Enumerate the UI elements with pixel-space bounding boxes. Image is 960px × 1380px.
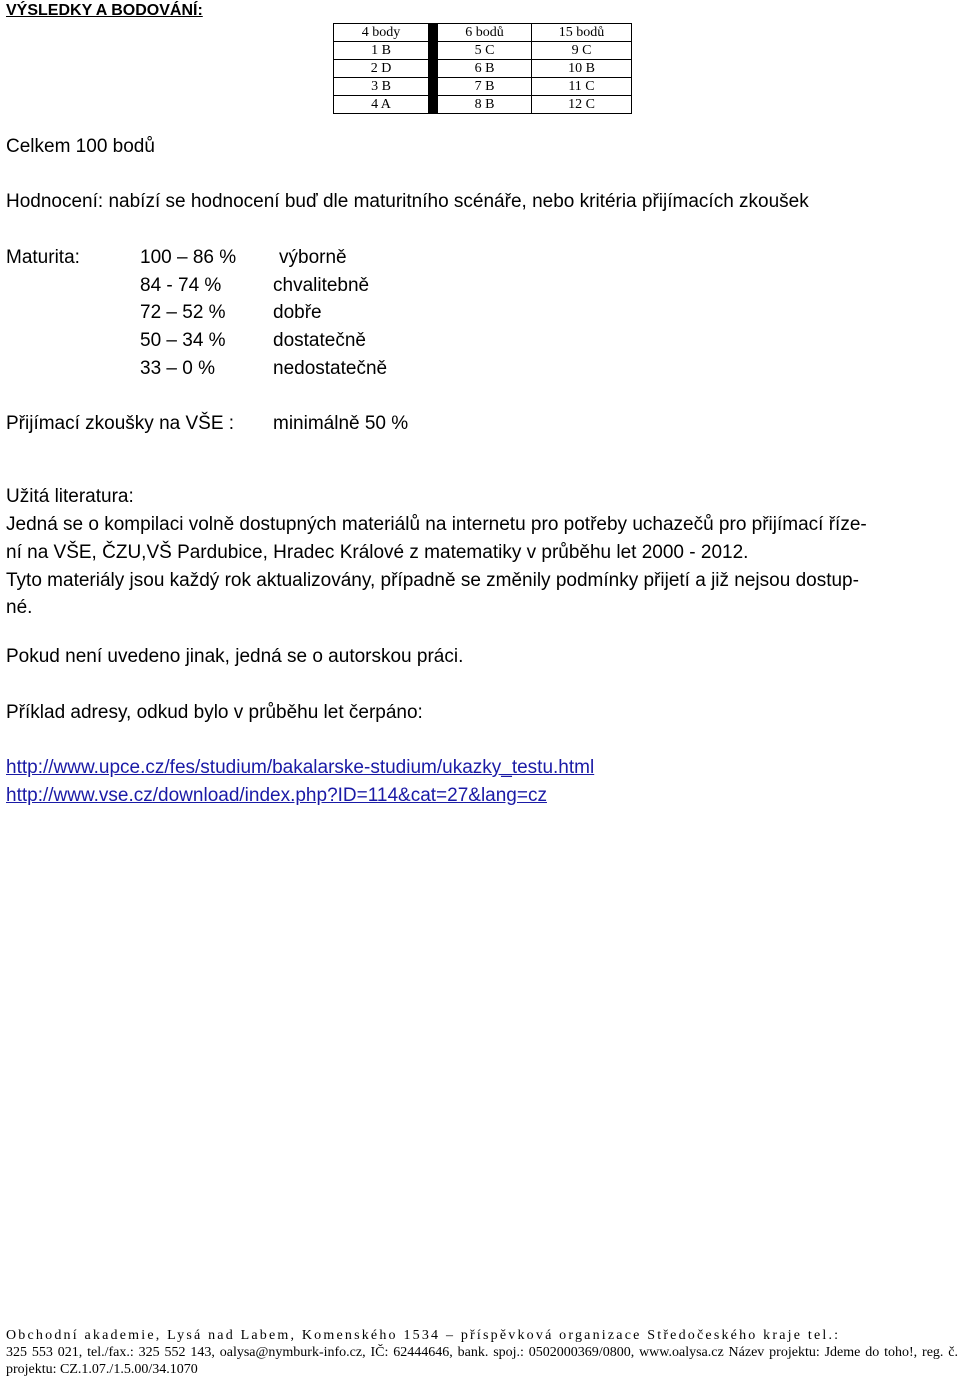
literature-line: ní na VŠE, ČZU,VŠ Pardubice, Hradec Králové z matematiky v průběhu let 2000 - 2012.	[6, 542, 749, 563]
footer-line: Obchodní akademie, Lysá nad Labem, Komenského 1534 – příspěvková organizace Středočeského kraje tel.:	[6, 1328, 841, 1343]
table-header-row	[334, 24, 632, 42]
table-cell: 9 C	[532, 42, 632, 60]
grade-name: chvalitebně	[273, 275, 370, 296]
literature-line: né.	[6, 597, 33, 618]
grade-range: 50 – 34 %	[140, 330, 226, 351]
column-header: 4 body	[334, 24, 429, 42]
literature-line: Jedná se o kompilaci volně dostupných materiálů na internetu pro potřeby uchazečů pro přijímací říze-	[6, 514, 867, 535]
sources-label: Příklad adresy, odkud bylo v průběhu let čerpáno:	[6, 702, 423, 723]
answer-table	[333, 23, 632, 114]
grade-name: nedostatečně	[273, 358, 388, 379]
divider	[429, 24, 438, 114]
table-cell: 1 B	[334, 42, 429, 60]
source-link-upce[interactable]: http://www.upce.cz/fes/studium/bakalarske-studium/ukazky_testu.html	[6, 757, 595, 778]
grade-range: 100 – 86 %	[140, 247, 237, 268]
table-cell: 10 B	[532, 60, 632, 78]
table-cell: 11 C	[532, 78, 632, 96]
table-cell: 4 A	[334, 96, 429, 114]
footer-contact: 325 553 021, tel./fax.: 325 552 143, oalysa@nymburk-info.cz, IČ: 62444646, bank. spoj.: 0502000369/0800, www.oalysa.cz Název projektu: Jdeme do toho!, reg. č. projektu: CZ.1.07./1.5.00/34.1070	[6, 1345, 958, 1377]
admission-label: Přijímací zkoušky na VŠE :	[6, 413, 235, 434]
grade-range: 72 – 52 %	[140, 302, 226, 323]
source-link-vse[interactable]: http://www.vse.cz/download/index.php?ID=114&cat=27&lang=cz	[6, 785, 547, 806]
table-cell: 7 B	[438, 78, 532, 96]
grade-range: 33 – 0 %	[140, 358, 215, 379]
table-row	[334, 78, 632, 96]
authorship-note: Pokud není uvedeno jinak, jedná se o autorskou práci.	[6, 646, 464, 667]
table-cell: 2 D	[334, 60, 429, 78]
table-cell: 6 B	[438, 60, 532, 78]
footer	[6, 1327, 958, 1378]
evaluation-text: Hodnocení: nabízí se hodnocení buď dle maturitního scénáře, nebo kritéria přijímacích zkoušek	[6, 191, 809, 212]
grade-name: dostatečně	[273, 330, 366, 351]
table-row	[334, 42, 632, 60]
grade-name: dobře	[273, 302, 322, 323]
table-cell: 12 C	[532, 96, 632, 114]
admission-value: minimálně 50 %	[273, 413, 409, 434]
table-row	[334, 96, 632, 114]
maturita-label: Maturita:	[6, 247, 80, 268]
total-points: Celkem 100 bodů	[6, 136, 155, 157]
table-cell: 3 B	[334, 78, 429, 96]
table-cell: 8 B	[438, 96, 532, 114]
column-header: 6 bodů	[438, 24, 532, 42]
grade-range: 84 - 74 %	[140, 275, 222, 296]
table-row	[334, 60, 632, 78]
column-header: 15 bodů	[532, 24, 632, 42]
section-heading: VÝSLEDKY A BODOVÁNÍ:	[6, 2, 203, 19]
literature-line: Tyto materiály jsou každý rok aktualizovány, případně se změnily podmínky přijetí a již nejsou dostup-	[6, 570, 859, 591]
literature-title: Užitá literatura:	[6, 486, 134, 507]
grade-name: výborně	[279, 247, 347, 268]
table-cell: 5 C	[438, 42, 532, 60]
